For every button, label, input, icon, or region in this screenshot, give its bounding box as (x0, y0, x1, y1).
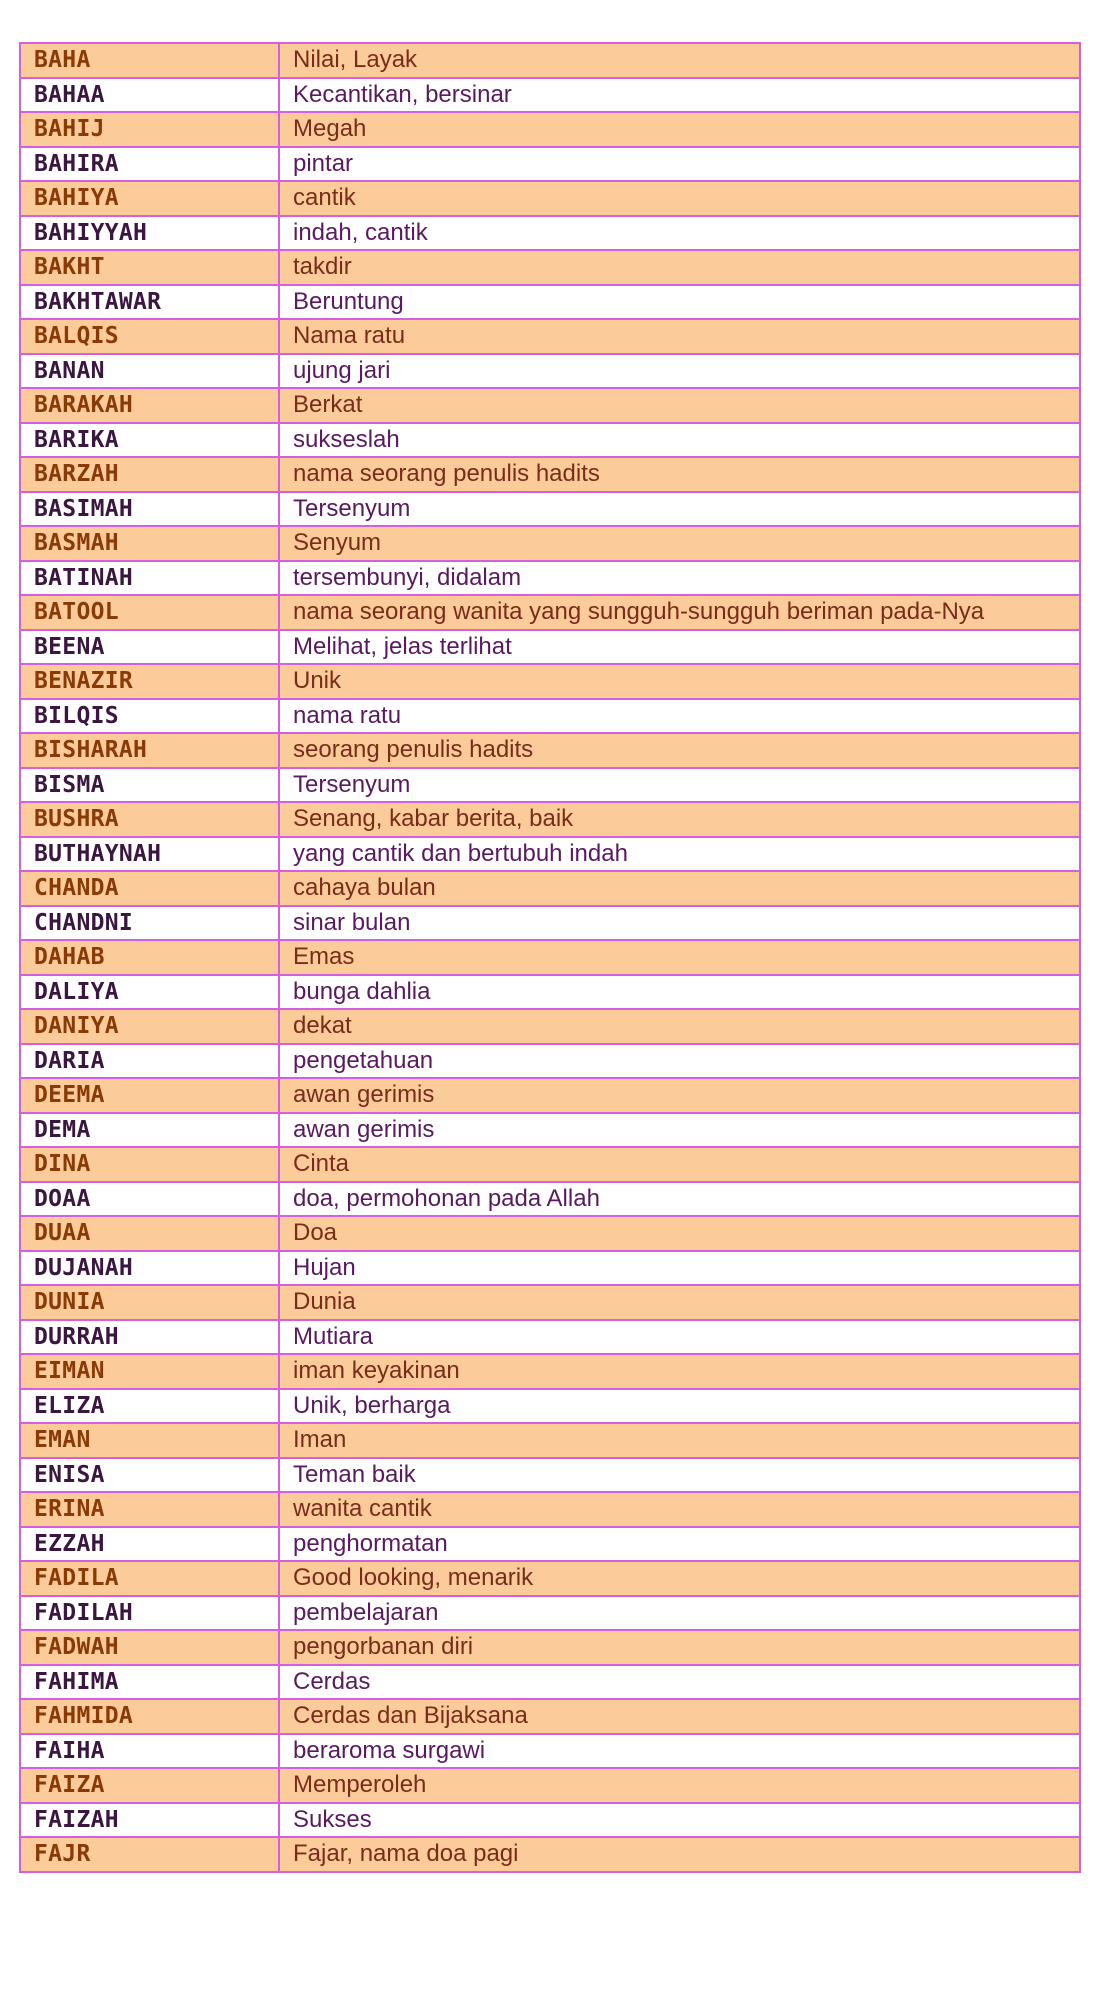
name-cell: BATOOL (20, 595, 279, 630)
name-cell: FAIZAH (20, 1803, 279, 1838)
name-cell: BARZAH (20, 457, 279, 492)
name-cell: BUSHRA (20, 802, 279, 837)
name-cell: FAHMIDA (20, 1699, 279, 1734)
name-cell: DURRAH (20, 1320, 279, 1355)
name-cell: FAIZA (20, 1768, 279, 1803)
meaning-cell: pembelajaran (279, 1596, 1080, 1631)
table-row (20, 181, 1080, 216)
meaning-cell: doa, permohonan pada Allah (279, 1182, 1080, 1217)
meaning-cell: sinar bulan (279, 906, 1080, 941)
name-cell: CHANDNI (20, 906, 279, 941)
table-row (20, 285, 1080, 320)
name-cell: BENAZIR (20, 664, 279, 699)
table-row (20, 699, 1080, 734)
meaning-cell: Iman (279, 1423, 1080, 1458)
meaning-cell: Sukses (279, 1803, 1080, 1838)
name-cell: BAHIYYAH (20, 216, 279, 251)
name-cell: DANIYA (20, 1009, 279, 1044)
table-row (20, 1630, 1080, 1665)
meaning-cell: Senang, kabar berita, baik (279, 802, 1080, 837)
table-row (20, 1492, 1080, 1527)
meaning-cell: nama ratu (279, 699, 1080, 734)
table-row (20, 940, 1080, 975)
table-row (20, 1251, 1080, 1286)
meaning-cell: Tersenyum (279, 492, 1080, 527)
meaning-cell: Cerdas dan Bijaksana (279, 1699, 1080, 1734)
meaning-cell: wanita cantik (279, 1492, 1080, 1527)
table-row (20, 1803, 1080, 1838)
meaning-cell: Nilai, Layak (279, 43, 1080, 78)
meaning-cell: tersembunyi, didalam (279, 561, 1080, 596)
table-row (20, 733, 1080, 768)
meaning-cell: yang cantik dan bertubuh indah (279, 837, 1080, 872)
table-row (20, 1423, 1080, 1458)
name-cell: DALIYA (20, 975, 279, 1010)
table-row (20, 561, 1080, 596)
table-row (20, 1354, 1080, 1389)
name-cell: BUTHAYNAH (20, 837, 279, 872)
table-row (20, 871, 1080, 906)
name-cell: BASIMAH (20, 492, 279, 527)
names-table-body (20, 43, 1080, 1872)
meaning-cell: indah, cantik (279, 216, 1080, 251)
meaning-cell: Fajar, nama doa pagi (279, 1837, 1080, 1872)
meaning-cell: cantik (279, 181, 1080, 216)
name-cell: BAHIYA (20, 181, 279, 216)
table-row (20, 1734, 1080, 1769)
table-row (20, 1044, 1080, 1079)
table-row (20, 664, 1080, 699)
meaning-cell: pengetahuan (279, 1044, 1080, 1079)
name-cell: FAHIMA (20, 1665, 279, 1700)
name-cell: DINA (20, 1147, 279, 1182)
meaning-cell: seorang penulis hadits (279, 733, 1080, 768)
table-row (20, 43, 1080, 78)
meaning-cell: Good looking, menarik (279, 1561, 1080, 1596)
table-row (20, 457, 1080, 492)
name-cell: BAHAA (20, 78, 279, 113)
table-row (20, 1699, 1080, 1734)
name-cell: BEENA (20, 630, 279, 665)
name-cell: BASMAH (20, 526, 279, 561)
meaning-cell: ujung jari (279, 354, 1080, 389)
table-row (20, 388, 1080, 423)
meaning-cell: pintar (279, 147, 1080, 182)
name-cell: FADILA (20, 1561, 279, 1596)
table-row (20, 906, 1080, 941)
name-cell: FAIHA (20, 1734, 279, 1769)
name-cell: BAHA (20, 43, 279, 78)
meaning-cell: sukseslah (279, 423, 1080, 458)
table-row (20, 1078, 1080, 1113)
meaning-cell: Hujan (279, 1251, 1080, 1286)
meaning-cell: beraroma surgawi (279, 1734, 1080, 1769)
meaning-cell: Unik (279, 664, 1080, 699)
meaning-cell: nama seorang wanita yang sungguh-sungguh beriman pada-Nya (279, 595, 1080, 630)
table-row (20, 1837, 1080, 1872)
table-row (20, 112, 1080, 147)
name-cell: BAHIJ (20, 112, 279, 147)
meaning-cell: Mutiara (279, 1320, 1080, 1355)
table-row (20, 1561, 1080, 1596)
name-cell: DARIA (20, 1044, 279, 1079)
name-cell: DEEMA (20, 1078, 279, 1113)
name-cell: DUJANAH (20, 1251, 279, 1286)
names-table (19, 42, 1081, 1873)
table-row (20, 78, 1080, 113)
table-row (20, 1147, 1080, 1182)
name-cell: ENISA (20, 1458, 279, 1493)
meaning-cell: Memperoleh (279, 1768, 1080, 1803)
table-row (20, 319, 1080, 354)
meaning-cell: Tersenyum (279, 768, 1080, 803)
meaning-cell: Dunia (279, 1285, 1080, 1320)
name-cell: DEMA (20, 1113, 279, 1148)
meaning-cell: Unik, berharga (279, 1389, 1080, 1424)
meaning-cell: dekat (279, 1009, 1080, 1044)
name-cell: ELIZA (20, 1389, 279, 1424)
meaning-cell: Doa (279, 1216, 1080, 1251)
meaning-cell: penghormatan (279, 1527, 1080, 1562)
name-cell: EIMAN (20, 1354, 279, 1389)
table-row (20, 492, 1080, 527)
name-cell: BILQIS (20, 699, 279, 734)
name-cell: DAHAB (20, 940, 279, 975)
name-cell: BALQIS (20, 319, 279, 354)
table-row (20, 975, 1080, 1010)
meaning-cell: Melihat, jelas terlihat (279, 630, 1080, 665)
name-cell: ERINA (20, 1492, 279, 1527)
name-cell: DUNIA (20, 1285, 279, 1320)
name-cell: DOAA (20, 1182, 279, 1217)
table-row (20, 250, 1080, 285)
name-cell: FADWAH (20, 1630, 279, 1665)
table-row (20, 1527, 1080, 1562)
name-cell: BARAKAH (20, 388, 279, 423)
name-cell: BISMA (20, 768, 279, 803)
table-row (20, 354, 1080, 389)
meaning-cell: Teman baik (279, 1458, 1080, 1493)
meaning-cell: nama seorang penulis hadits (279, 457, 1080, 492)
table-row (20, 1596, 1080, 1631)
meaning-cell: pengorbanan diri (279, 1630, 1080, 1665)
name-cell: BANAN (20, 354, 279, 389)
table-row (20, 802, 1080, 837)
meaning-cell: cahaya bulan (279, 871, 1080, 906)
name-cell: BARIKA (20, 423, 279, 458)
meaning-cell: Cinta (279, 1147, 1080, 1182)
meaning-cell: awan gerimis (279, 1078, 1080, 1113)
table-row (20, 768, 1080, 803)
meaning-cell: Berkat (279, 388, 1080, 423)
meaning-cell: bunga dahlia (279, 975, 1080, 1010)
table-row (20, 837, 1080, 872)
table-row (20, 1768, 1080, 1803)
table-row (20, 1458, 1080, 1493)
meaning-cell: Beruntung (279, 285, 1080, 320)
name-cell: EZZAH (20, 1527, 279, 1562)
name-cell: BAKHTAWAR (20, 285, 279, 320)
name-cell: BATINAH (20, 561, 279, 596)
table-row (20, 423, 1080, 458)
table-row (20, 1665, 1080, 1700)
name-cell: CHANDA (20, 871, 279, 906)
meaning-cell: Cerdas (279, 1665, 1080, 1700)
meaning-cell: Kecantikan, bersinar (279, 78, 1080, 113)
table-row (20, 216, 1080, 251)
meaning-cell: awan gerimis (279, 1113, 1080, 1148)
name-cell: FADILAH (20, 1596, 279, 1631)
name-cell: DUAA (20, 1216, 279, 1251)
meaning-cell: Megah (279, 112, 1080, 147)
meaning-cell: Emas (279, 940, 1080, 975)
meaning-cell: iman keyakinan (279, 1354, 1080, 1389)
meaning-cell: Nama ratu (279, 319, 1080, 354)
table-row (20, 1113, 1080, 1148)
table-row (20, 1285, 1080, 1320)
name-cell: FAJR (20, 1837, 279, 1872)
name-cell: EMAN (20, 1423, 279, 1458)
name-cell: BAKHT (20, 250, 279, 285)
table-row (20, 526, 1080, 561)
name-cell: BISHARAH (20, 733, 279, 768)
table-row (20, 147, 1080, 182)
table-row (20, 1320, 1080, 1355)
table-row (20, 1389, 1080, 1424)
meaning-cell: Senyum (279, 526, 1080, 561)
table-row (20, 630, 1080, 665)
table-row (20, 1216, 1080, 1251)
meaning-cell: takdir (279, 250, 1080, 285)
table-row (20, 595, 1080, 630)
table-row (20, 1182, 1080, 1217)
table-row (20, 1009, 1080, 1044)
name-cell: BAHIRA (20, 147, 279, 182)
